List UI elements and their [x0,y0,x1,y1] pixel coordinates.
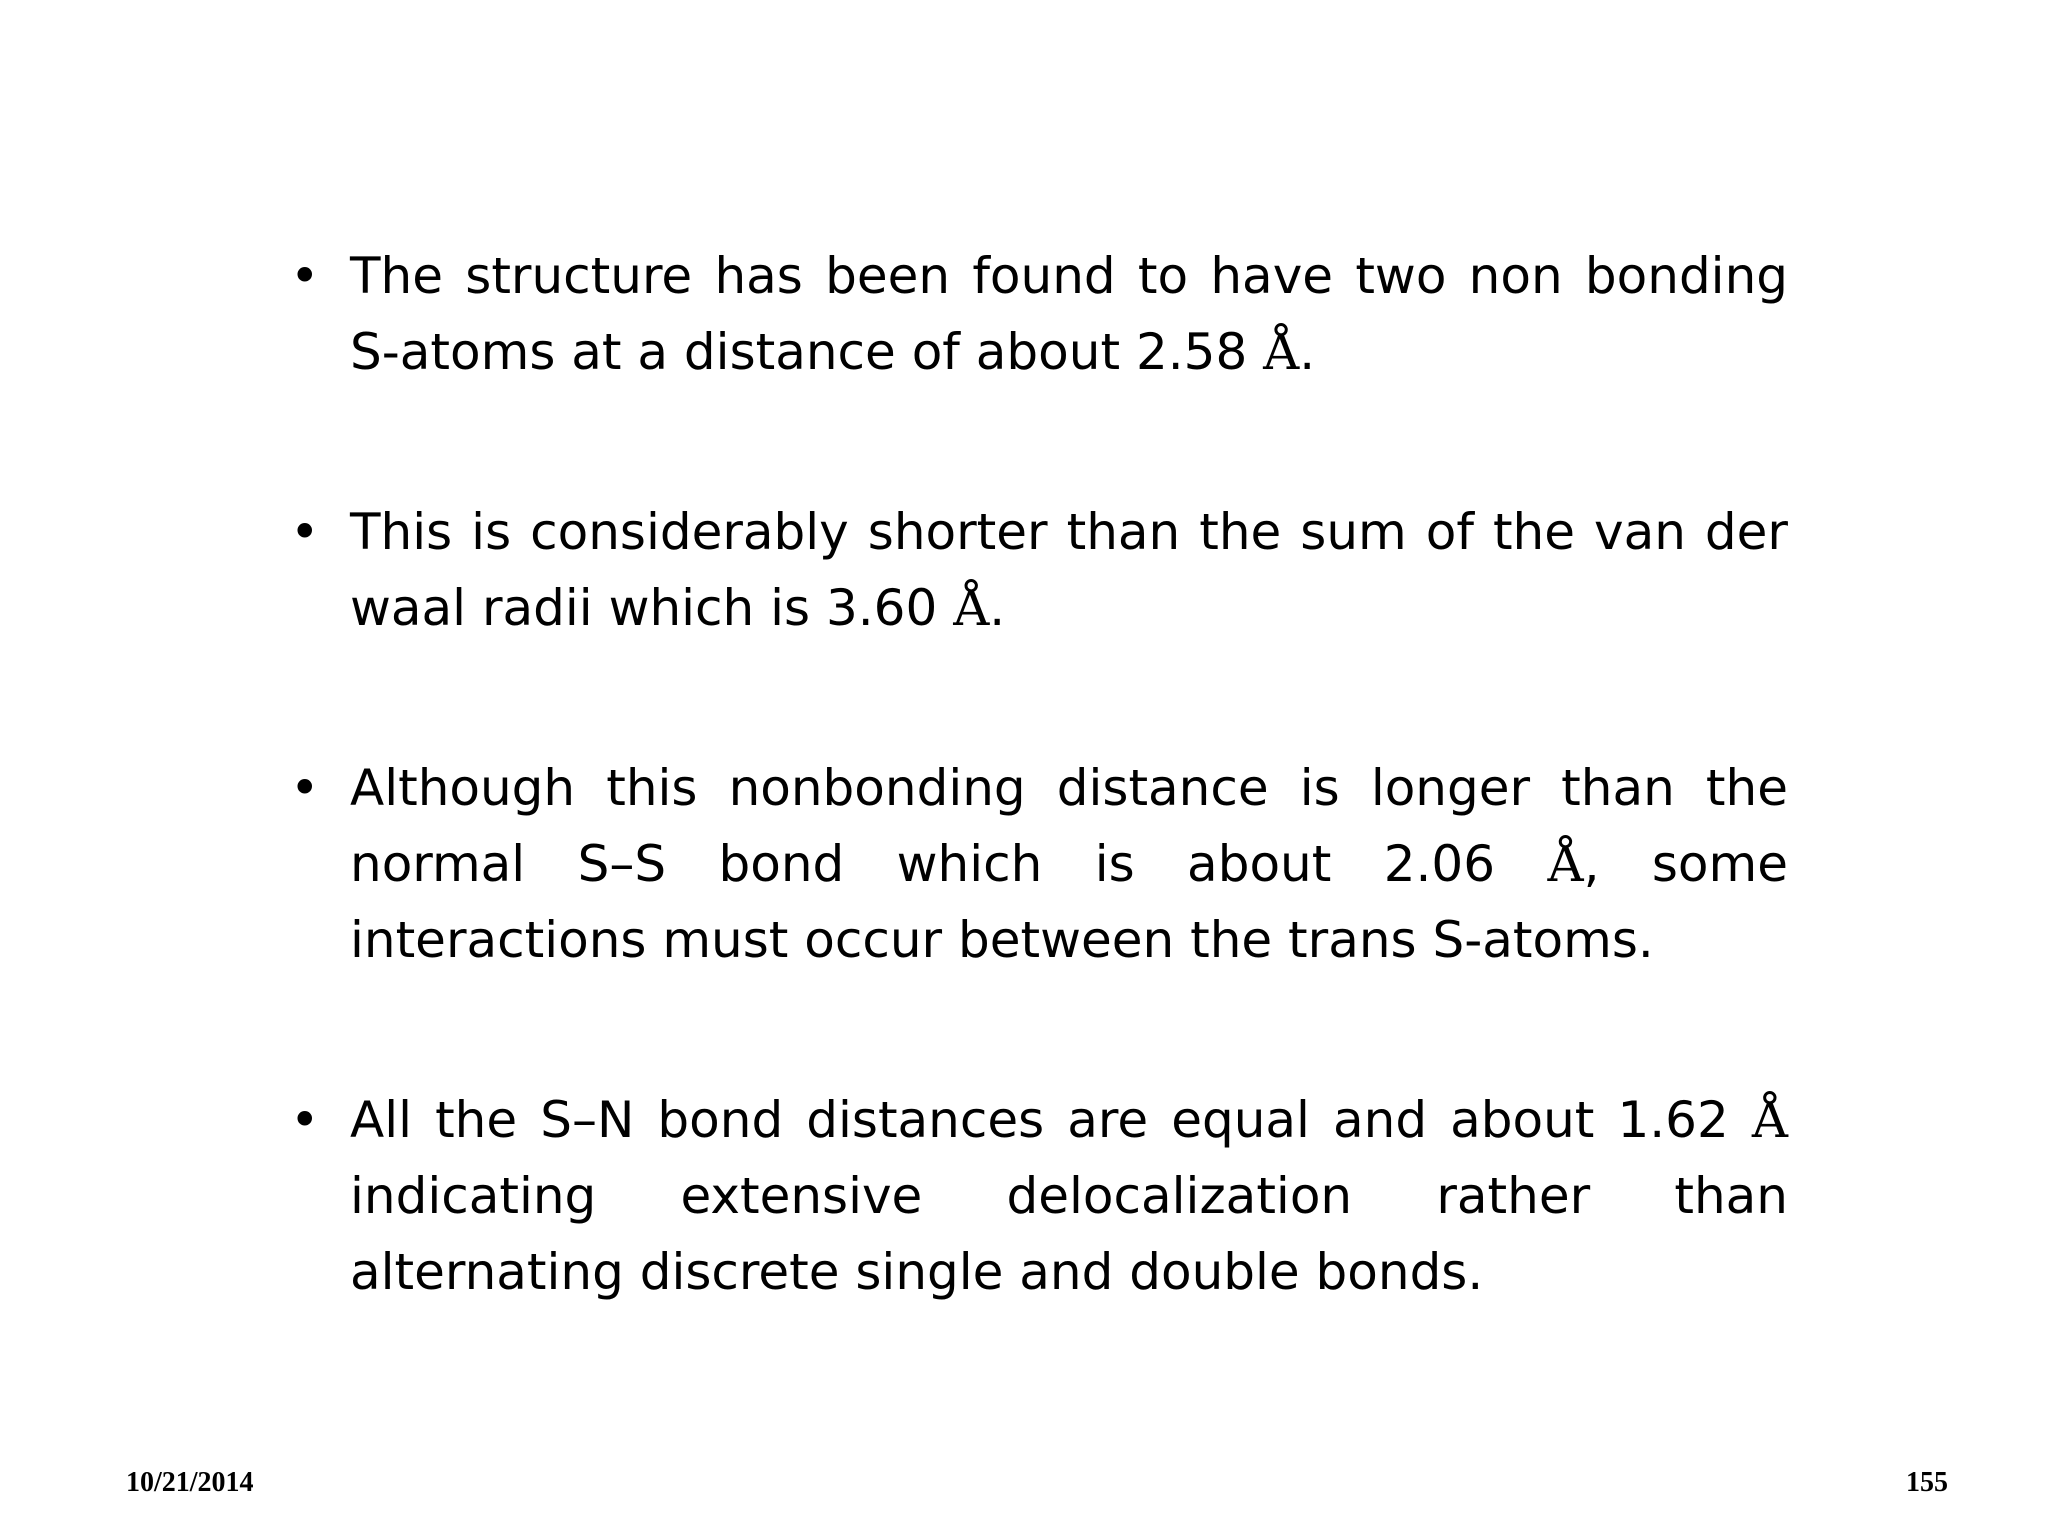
bullet-text-tail: , some interactions must occur between the trans S-atoms. [350,835,1788,969]
bullet-text-tail: indicating extensive delocalization rather than alternating discrete single and double bonds. [350,1167,1788,1301]
bullet-text: The structure has been found to have two non bonding S-atoms at a distance of about 2.58 [350,247,1788,381]
footer-page-number: 155 [1906,1467,1948,1498]
bullet-dot: • [290,759,320,817]
angstrom-unit: Å [1263,323,1300,381]
bullet-item [290,238,1788,390]
bullet-list [290,238,1788,1310]
angstrom-unit: Å [953,579,990,637]
footer-date: 10/21/2014 [126,1467,254,1498]
angstrom-unit: Å [1751,1091,1788,1149]
bullet-item [290,750,1788,978]
bullet-item [290,1082,1788,1310]
bullet-text: All the S–N bond distances are equal and about 1.62 [350,1091,1752,1149]
bullet-dot: • [290,247,320,305]
bullet-dot: • [290,503,320,561]
bullet-dot: • [290,1091,320,1149]
bullet-text-tail: . [1299,323,1316,381]
angstrom-unit: Å [1547,835,1584,893]
bullet-text: This is considerably shorter than the sum of the van der waal radii which is 3.60 [350,503,1788,637]
bullet-item [290,494,1788,646]
bullet-text-tail: . [989,579,1006,637]
bullet-text: Although this nonbonding distance is longer than the normal S–S bond which is about 2.06 [350,759,1788,893]
